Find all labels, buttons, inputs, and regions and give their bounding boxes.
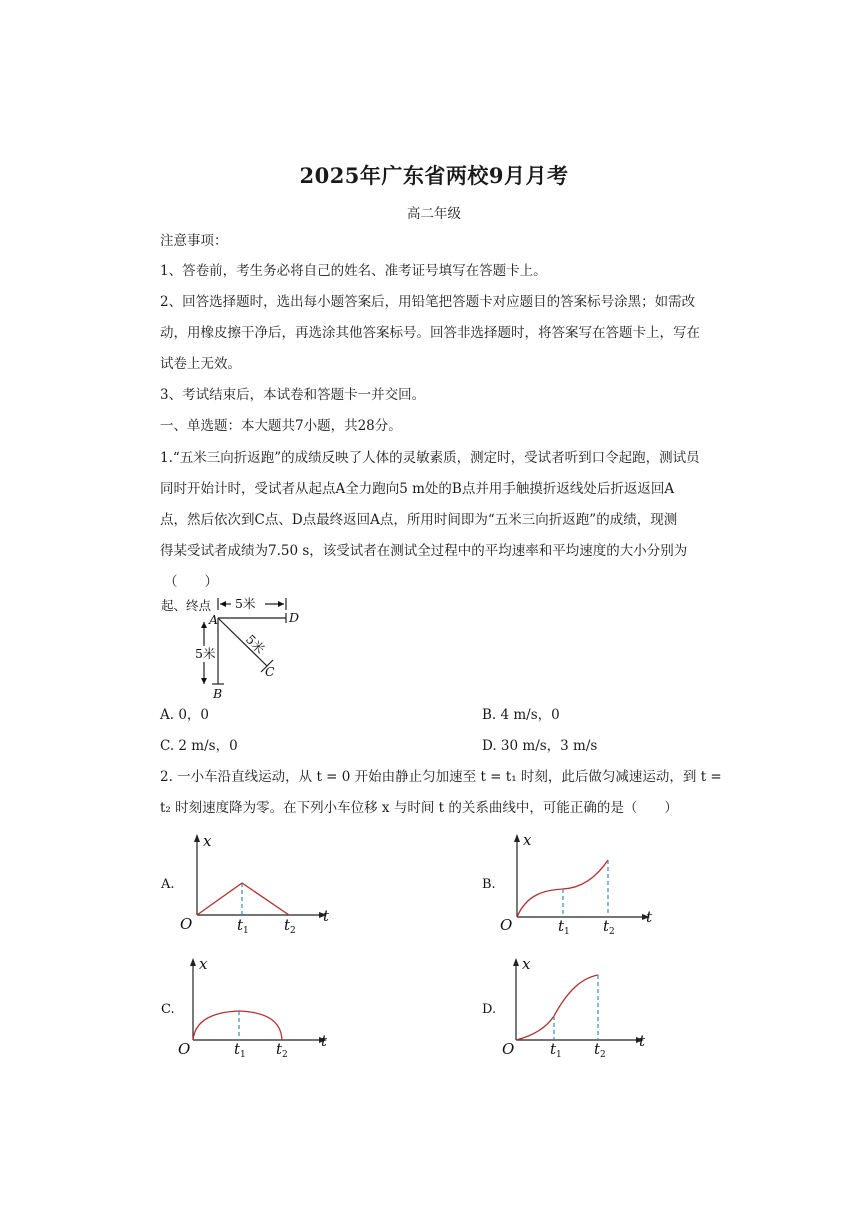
distance-diagonal-label: 5米	[242, 631, 268, 657]
notice-item-1: 1、答卷前，考生务必将自己的姓名、准考证号填写在答题卡上。	[160, 263, 547, 279]
svg-text:t1	[237, 916, 249, 936]
graph-c-y-axis-label: x	[199, 955, 208, 973]
svg-text:t1	[234, 1040, 246, 1060]
notice-heading: 注意事项：	[160, 233, 228, 249]
q1-option-d[interactable]: D. 30 m/s，3 m/s	[482, 738, 598, 754]
graph-c-label: C.	[161, 1002, 175, 1017]
point-d-label: D	[289, 610, 300, 625]
start-end-label: 起、终点	[161, 598, 212, 613]
graph-d-origin-label: O	[502, 1040, 515, 1058]
graph-d-t1-label: t	[550, 1040, 557, 1058]
graph-a-t2-sub: 2	[290, 926, 296, 936]
graph-d-label: D.	[482, 1002, 497, 1017]
q2-graph-c[interactable]	[155, 950, 345, 1065]
graph-d-t2-label: t	[594, 1040, 601, 1058]
graph-c-origin-label: O	[178, 1040, 191, 1058]
graph-d-y-axis-label: x	[522, 955, 531, 973]
page-title: 2025年广东省两校9月月考	[299, 163, 569, 188]
notice-item-2-line-3: 试卷上无效。	[160, 356, 241, 372]
graph-d-x-axis-label: t	[639, 1032, 646, 1050]
graph-a-origin-label: O	[180, 915, 193, 933]
graph-b-x-axis-label: t	[646, 908, 653, 926]
graph-a-t2-label: t	[284, 916, 291, 934]
graph-a-t1-label: t	[237, 916, 244, 934]
graph-a-t1-sub: 1	[243, 926, 249, 936]
q1-line-3: 点，然后依次到C点、D点最终返回A点，所用时间即为“五米三向折返跑”的成绩，现测	[160, 512, 678, 528]
graph-d-t1-sub: 1	[556, 1050, 562, 1060]
graph-a-label: A.	[161, 877, 175, 892]
q1-shuttle-run-diagram	[155, 592, 315, 702]
q2-graph-a[interactable]	[155, 826, 345, 941]
svg-text:t2	[284, 916, 296, 936]
q1-line-4: 得某受试者成绩为7.50 s，该受试者在测试全过程中的平均速率和平均速度的大小分别为	[160, 543, 688, 559]
graph-b-y-axis-label: x	[523, 831, 532, 849]
q1-line-1: 1.“五米三向折返跑”的成绩反映了人体的灵敏素质，测定时，受试者听到口令起跑，测试员	[160, 450, 700, 466]
svg-text:t2	[603, 917, 615, 937]
q1-option-c[interactable]: C. 2 m/s，0	[160, 738, 238, 754]
svg-text:t1	[550, 1040, 562, 1060]
q2-line-1: 2. 一小车沿直线运动，从 t = 0 开始由静止匀加速至 t = t₁ 时刻，此后做匀减速运动，到 t =	[160, 769, 722, 785]
distance-left-label: 5米	[195, 646, 216, 661]
q2-line-2: t₂ 时刻速度降为零。在下列小车位移 x 与时间 t 的关系曲线中，可能正确的是（ ）	[160, 800, 678, 816]
svg-text:t2	[276, 1040, 288, 1060]
graph-d-t2-sub: 2	[600, 1050, 606, 1060]
point-c-label: C	[265, 664, 275, 679]
graph-c-t2-sub: 2	[282, 1050, 288, 1060]
graph-c-t1-sub: 1	[240, 1050, 246, 1060]
graph-b-origin-label: O	[500, 916, 513, 934]
q2-graph-d[interactable]	[476, 950, 666, 1065]
graph-c-t2-label: t	[276, 1040, 283, 1058]
distance-top-label: 5米	[235, 596, 256, 611]
svg-text:t2	[594, 1040, 606, 1060]
graph-b-t2-label: t	[603, 917, 610, 935]
notice-item-2-line-2: 动，用橡皮擦干净后，再选涂其他答案标号。回答非选择题时，将答案写在答题卡上，写在	[160, 325, 700, 341]
q1-answer-paren: （ ）	[164, 574, 218, 590]
q1-option-b[interactable]: B. 4 m/s，0	[482, 707, 560, 723]
graph-b-t1-sub: 1	[564, 927, 570, 937]
section-1-heading: 一、单选题：本大题共7小题，共28分。	[160, 418, 402, 434]
graph-b-t1-label: t	[558, 917, 565, 935]
notice-item-3: 3、考试结束后，本试卷和答题卡一并交回。	[160, 387, 426, 403]
point-a-label: A	[209, 612, 219, 627]
graph-c-t1-label: t	[234, 1040, 241, 1058]
point-b-label: B	[213, 686, 223, 701]
svg-text:t1	[558, 917, 570, 937]
grade-label: 高二年级	[407, 206, 461, 222]
graph-c-x-axis-label: t	[321, 1032, 328, 1050]
graph-a-x-axis-label: t	[323, 907, 330, 925]
notice-item-2-line-1: 2、回答选择题时，选出每小题答案后，用铅笔把答题卡对应题目的答案标号涂黑；如需改	[160, 294, 696, 310]
graph-b-t2-sub: 2	[609, 927, 615, 937]
q1-option-a[interactable]: A. 0，0	[160, 707, 210, 723]
q2-graph-b[interactable]	[476, 826, 666, 941]
q1-line-2: 同时开始计时，受试者从起点A全力跑向5 m处的B点并用手触摸折返线处后折返返回A	[160, 481, 675, 497]
graph-b-label: B.	[482, 877, 496, 892]
graph-a-y-axis-label: x	[203, 832, 212, 850]
